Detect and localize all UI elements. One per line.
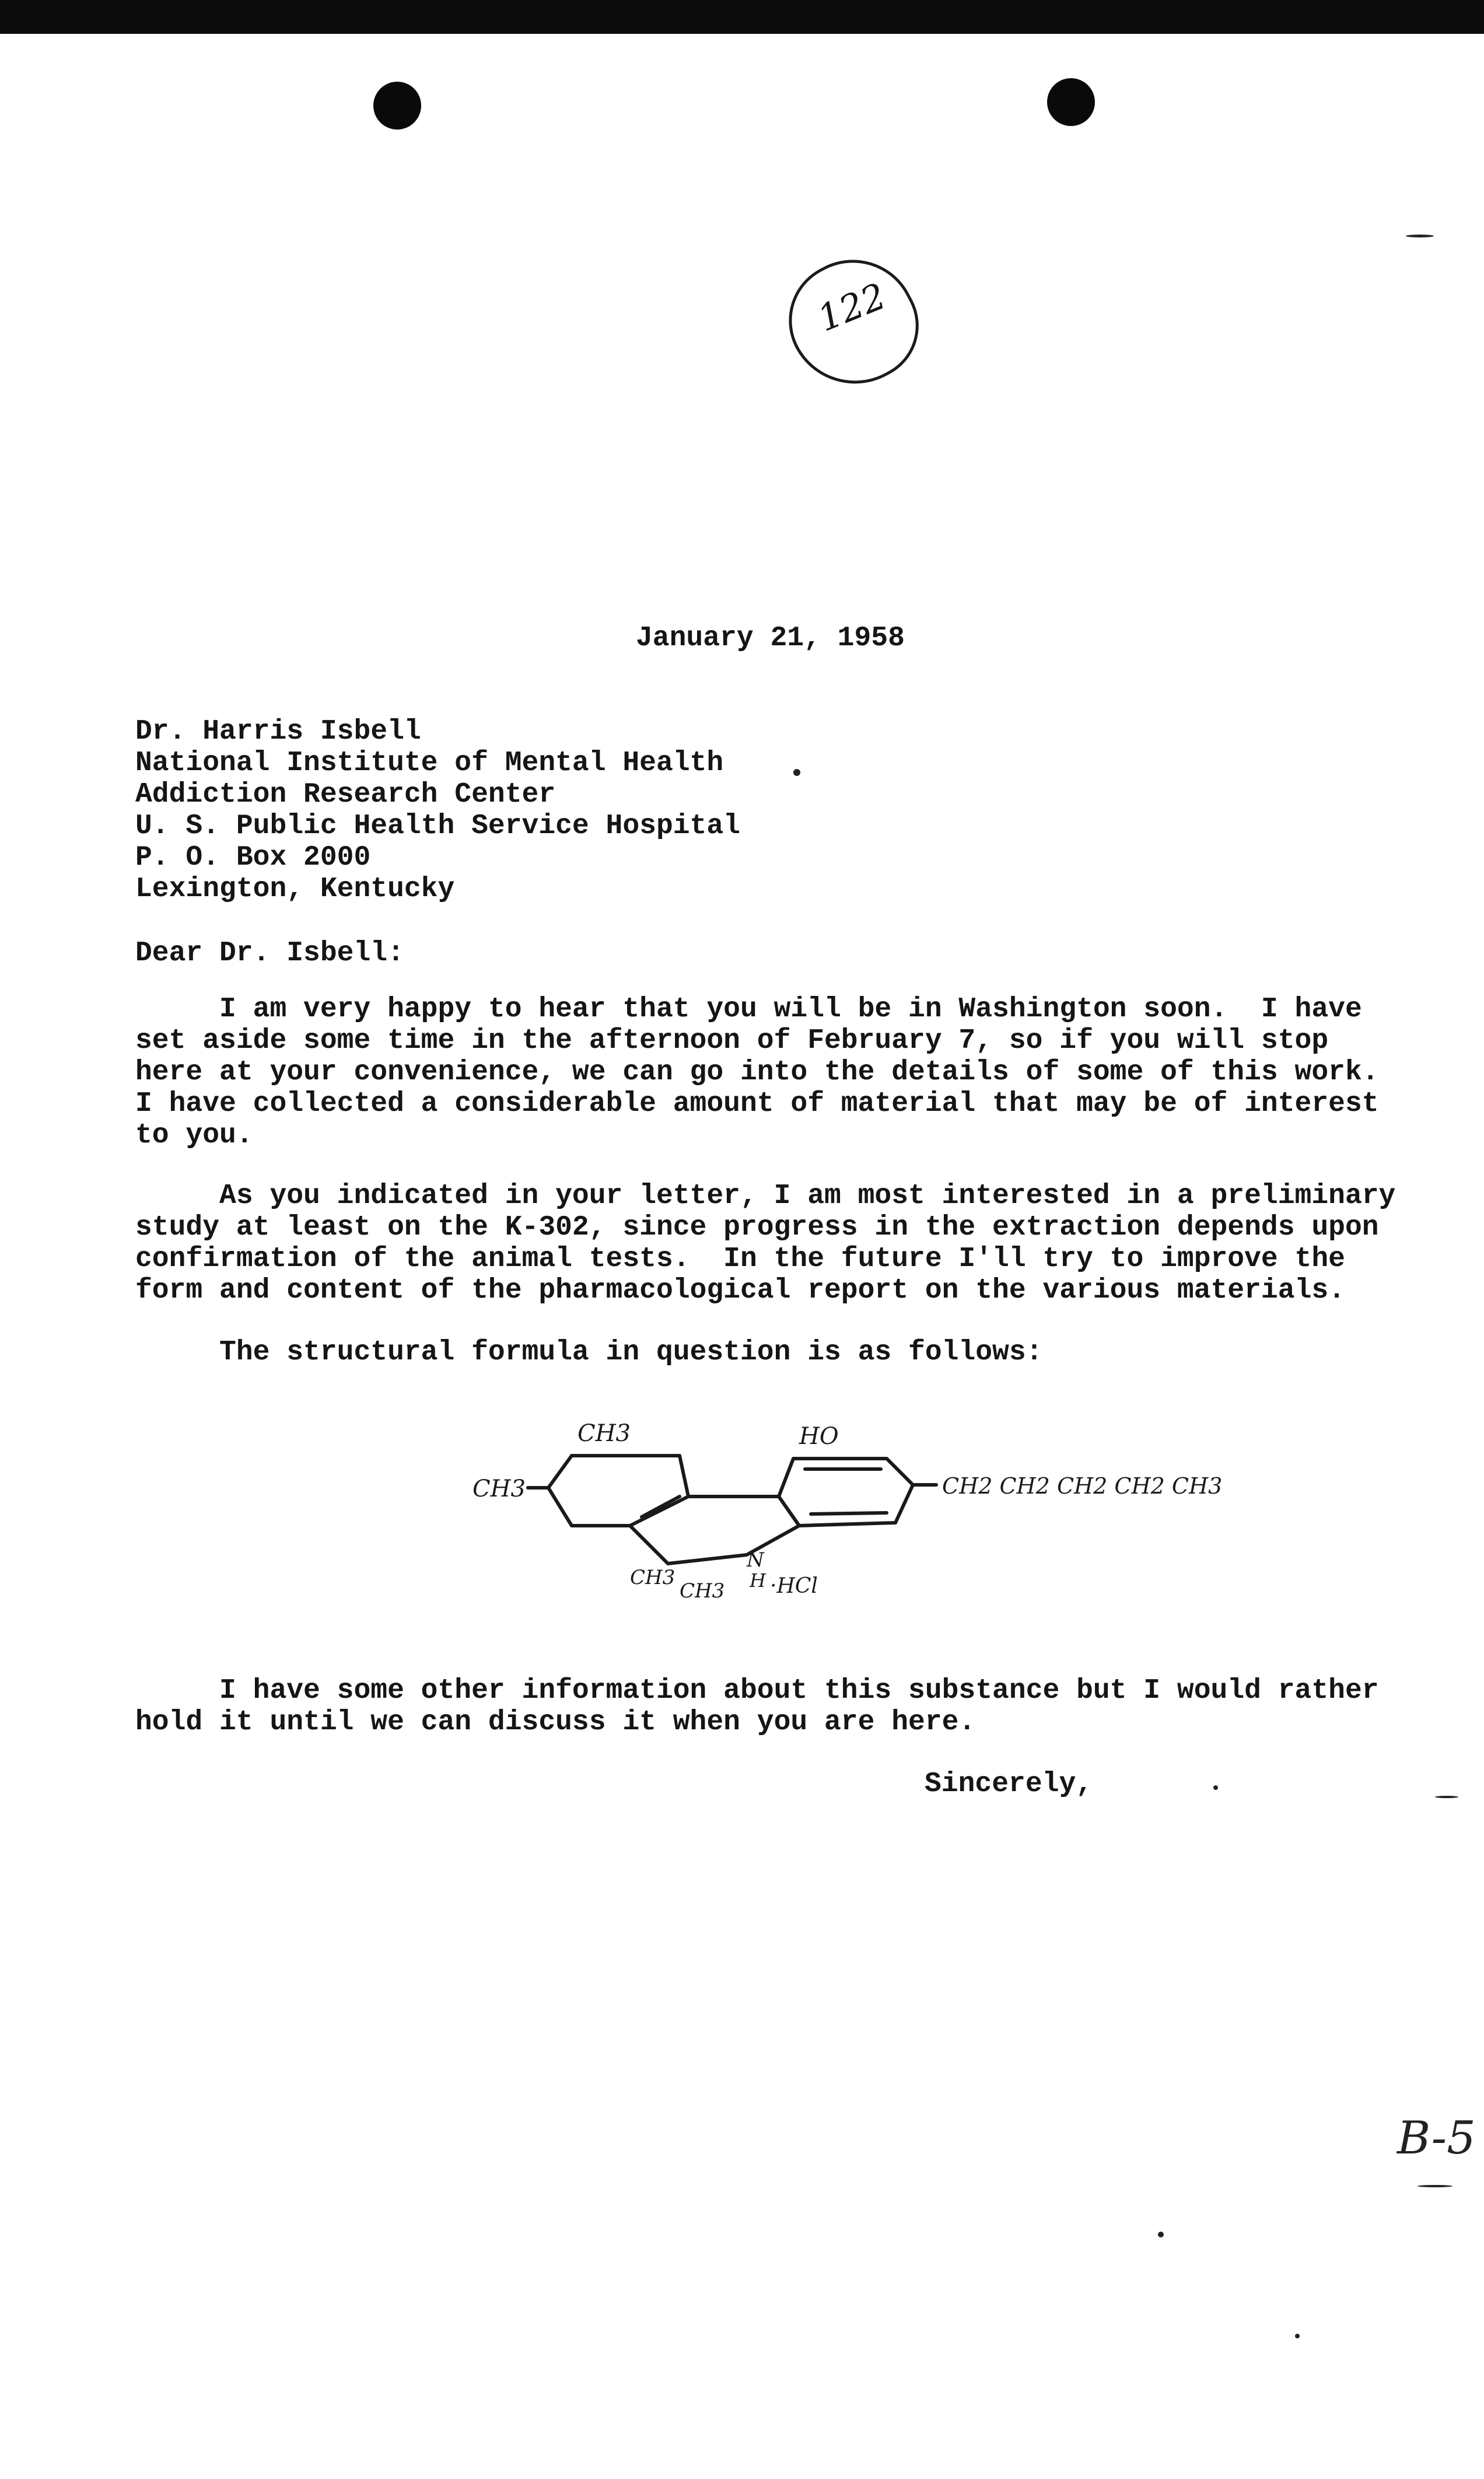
paragraph-line: here at your convenience, we can go into the details of some of this work. — [135, 1057, 1379, 1088]
recipient-institution: National Institute of Mental Health — [135, 747, 724, 779]
hydroxyl-label: HO — [799, 1423, 839, 1450]
double-bond — [642, 1497, 680, 1517]
punch-hole-right — [1047, 78, 1095, 126]
middle-ring-bond — [688, 1497, 799, 1526]
punch-hole-left — [373, 82, 421, 130]
paragraph-line: hold it until we can discuss it when you are here. — [135, 1707, 976, 1738]
ch3-bottom-left-label: CH3 — [630, 1566, 676, 1589]
recipient-po-box: P. O. Box 2000 — [135, 842, 371, 873]
ch3-left-label: CH3 — [473, 1475, 526, 1502]
paragraph-line: form and content of the pharmacological report on the various materials. — [135, 1275, 1345, 1306]
scan-speck — [1435, 1796, 1458, 1798]
formula-intro: The structural formula in question is as follows: — [135, 1337, 1043, 1368]
paragraph-line: I am very happy to hear that you will be in Washington soon. I have — [135, 994, 1362, 1025]
scan-speck — [1406, 235, 1434, 237]
middle-ring-bond — [630, 1526, 799, 1564]
paragraph-line: set aside some time in the afternoon of February 7, so if you will stop — [135, 1025, 1329, 1057]
closing: Sincerely, — [925, 1768, 1093, 1800]
hydrogen-label: H — [750, 1569, 766, 1592]
scan-speck — [1418, 2185, 1452, 2187]
paragraph-line: study at least on the K-302, since progress in the extraction depends upon — [135, 1212, 1379, 1243]
paragraph-line: to you. — [135, 1120, 253, 1151]
recipient-hospital: U. S. Public Health Service Hospital — [135, 810, 740, 842]
page-number: 122 — [811, 274, 892, 340]
recipient-name: Dr. Harris Isbell — [135, 716, 421, 747]
scan-top-edge — [0, 0, 1484, 34]
structural-formula-sketch — [455, 1400, 1307, 1622]
right-ring-double-bond — [811, 1513, 887, 1514]
scan-speck — [1295, 2334, 1300, 2338]
marginal-note: B-5 — [1397, 2112, 1476, 2165]
recipient-city: Lexington, Kentucky — [135, 873, 455, 905]
hcl-label: ·HCl — [770, 1574, 818, 1598]
left-ring-bond — [548, 1456, 572, 1526]
nitrogen-label: N — [747, 1548, 764, 1572]
scan-speck — [793, 769, 800, 776]
paragraph-line: I have some other information about this substance but I would rather — [135, 1675, 1379, 1707]
pentyl-chain-label: CH2 CH2 CH2 CH2 CH3 — [942, 1473, 1223, 1499]
letter-date: January 21, 1958 — [636, 623, 905, 654]
paragraph-line: confirmation of the animal tests. In the future I'll try to improve the — [135, 1243, 1345, 1275]
scan-speck — [1158, 2232, 1164, 2237]
paragraph-line: As you indicated in your letter, I am most interested in a preliminary — [135, 1180, 1396, 1212]
ch3-bottom-right-label: CH3 — [680, 1579, 725, 1603]
salutation: Dear Dr. Isbell: — [135, 938, 404, 969]
left-ring-bond — [572, 1456, 688, 1497]
recipient-center: Addiction Research Center — [135, 779, 556, 810]
ch3-top-label: CH3 — [578, 1420, 631, 1447]
paragraph-line: I have collected a considerable amount of material that may be of interest — [135, 1088, 1379, 1120]
scan-speck — [1213, 1785, 1218, 1790]
